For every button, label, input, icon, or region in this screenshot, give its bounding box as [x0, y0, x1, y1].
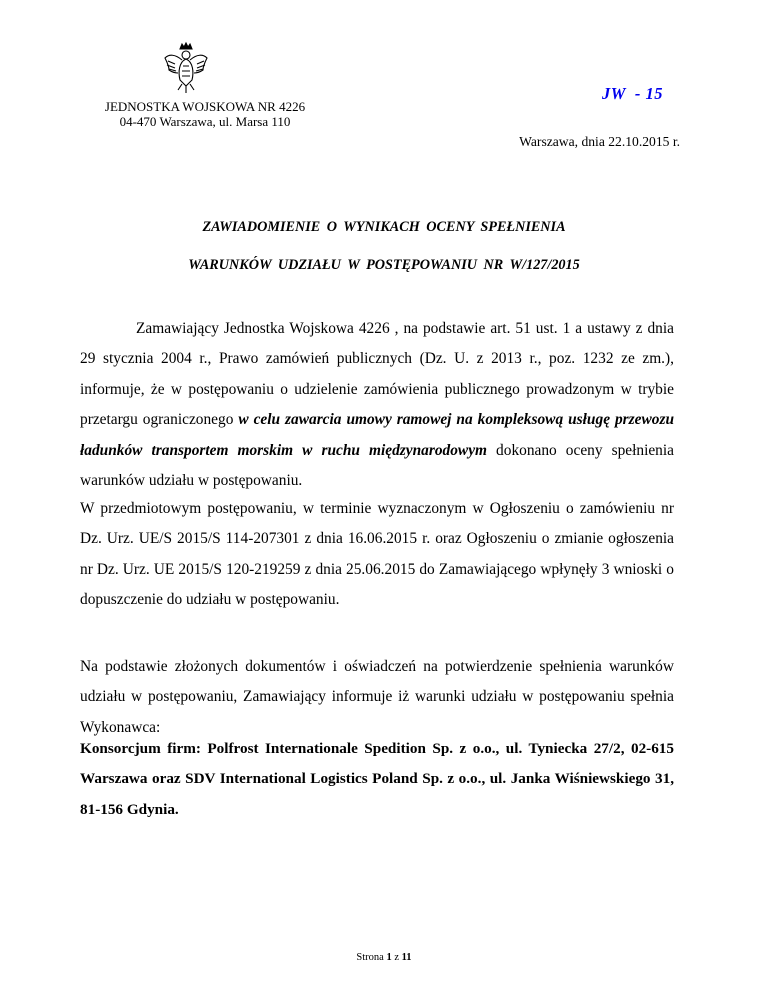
date-line: Warszawa, dnia 22.10.2015 r.: [519, 134, 680, 149]
title-line-2: WARUNKÓW UDZIAŁU W POSTĘPOWANIU NR W/127/2015: [188, 257, 580, 273]
unit-address: 04-470 Warszawa, ul. Marsa 110: [119, 114, 291, 129]
sender-block: [88, 99, 322, 129]
contractor-name: Konsorcjum firm: Polfrost Internationale Spedition Sp. z o.o., ul. Tyniecka 27/2, 02-615 Warszawa oraz SDV International Logistics Poland Sp. z o.o., ul. Janka Wiśniewskiego 31, 81-156 Gdynia.: [80, 740, 674, 818]
paragraph-decision: Na podstawie złożonych dokumentów i oświadczeń na potwierdzenie spełnienia warunków udziału w postępowaniu, Zamawiający informuje iż warunki udziału w postępowaniu spełnia Wykonawca:: [80, 658, 674, 736]
unit-name: JEDNOSTKA WOJSKOWA NR 4226: [104, 99, 306, 114]
paragraph-applications: W przedmiotowym postępowaniu, w terminie wyznaczonym w Ogłoszeniu o zamówieniu nr Dz. Urz. UE/S 2015/S 114-207301 z dnia 16.06.2015 r. oraz Ogłoszeniu o zmianie ogłoszenia nr Dz. Urz. UE 2015/S 120-219259 z dnia 25.06.2015 do Zamawiającego wpłynęły 3 wnioski o dopuszczenie do udziału w postępowaniu.: [80, 500, 674, 609]
intro-text-end: dokonano oceny spełnienia warunków udziału w postępowaniu.: [80, 441, 674, 490]
eagle-emblem-icon: [163, 40, 209, 96]
intro-text-start: Zamawiający Jednostka Wojskowa 4226 , na podstawie art. 51 ust. 1 a ustawy z dnia 29 stycznia 2004 r., Prawo zamówień publicznych (Dz. U. z 2013 r., poz. 1232 ze zm.), informuje, że w postępowaniu o udzielenie zamówienia publicznego prowadzonym w trybie przetargu ograniczonego: [80, 320, 674, 429]
contract-subject: w celu zawarcia umowy ramowej na kompleksową usługę przewozu ładunków transportem morskim w ruchu międzynarodowym: [80, 411, 674, 459]
paragraph-intro: [80, 314, 674, 496]
title-line-1: ZAWIADOMIENIE O WYNIKACH OCENY SPEŁNIENIA: [202, 219, 566, 235]
current-page: 1: [386, 952, 392, 963]
document-title: [0, 208, 768, 284]
page-number: [0, 952, 768, 963]
page-label: Strona: [356, 952, 387, 963]
total-pages: 11: [401, 952, 412, 963]
page-separator: z: [391, 952, 402, 963]
document-reference-code: JW - 15: [602, 84, 663, 103]
